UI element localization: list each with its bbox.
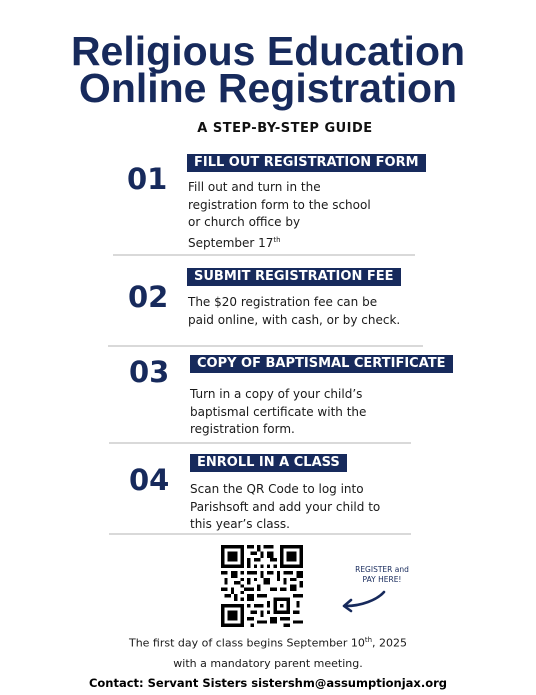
step-number: 03 xyxy=(129,355,170,389)
title-line-1: Religious Education xyxy=(70,28,466,74)
step-description: Fill out and turn in the registration form to the school or church office by September 17th xyxy=(188,180,371,250)
subtitle: A STEP-BY-STEP GUIDE xyxy=(197,121,373,136)
step-number: 04 xyxy=(129,463,170,497)
divider xyxy=(109,533,411,535)
step-heading: COPY OF BAPTISMAL CERTIFICATE xyxy=(190,355,453,373)
divider xyxy=(109,442,411,444)
arrow-icon xyxy=(339,588,389,614)
contact-line: Contact: Servant Sisters sistershm@assumptionjax.org xyxy=(88,676,448,690)
step-description: Scan the QR Code to log into Parishsoft and add your child to this year’s class. xyxy=(190,482,381,531)
step-description: The $20 registration fee can be paid online, with cash, or by check. xyxy=(188,295,401,327)
first-day-note: The first day of class begins September 10th, 2025 xyxy=(128,636,408,650)
parent-meeting-note: with a mandatory parent meeting. xyxy=(173,657,363,670)
divider xyxy=(108,345,423,347)
register-note: REGISTER and PAY HERE! xyxy=(355,565,409,584)
step-description: Turn in a copy of your child’s baptismal certificate with the registration form. xyxy=(190,387,367,436)
divider xyxy=(113,254,415,256)
qr-code[interactable] xyxy=(221,545,303,627)
step-heading: FILL OUT REGISTRATION FORM xyxy=(187,154,426,172)
step-number: 01 xyxy=(127,162,168,196)
step-heading: SUBMIT REGISTRATION FEE xyxy=(187,268,401,286)
step-number: 02 xyxy=(128,280,169,314)
title-line-2: Online Registration xyxy=(78,65,458,111)
step-heading: ENROLL IN A CLASS xyxy=(190,454,347,472)
